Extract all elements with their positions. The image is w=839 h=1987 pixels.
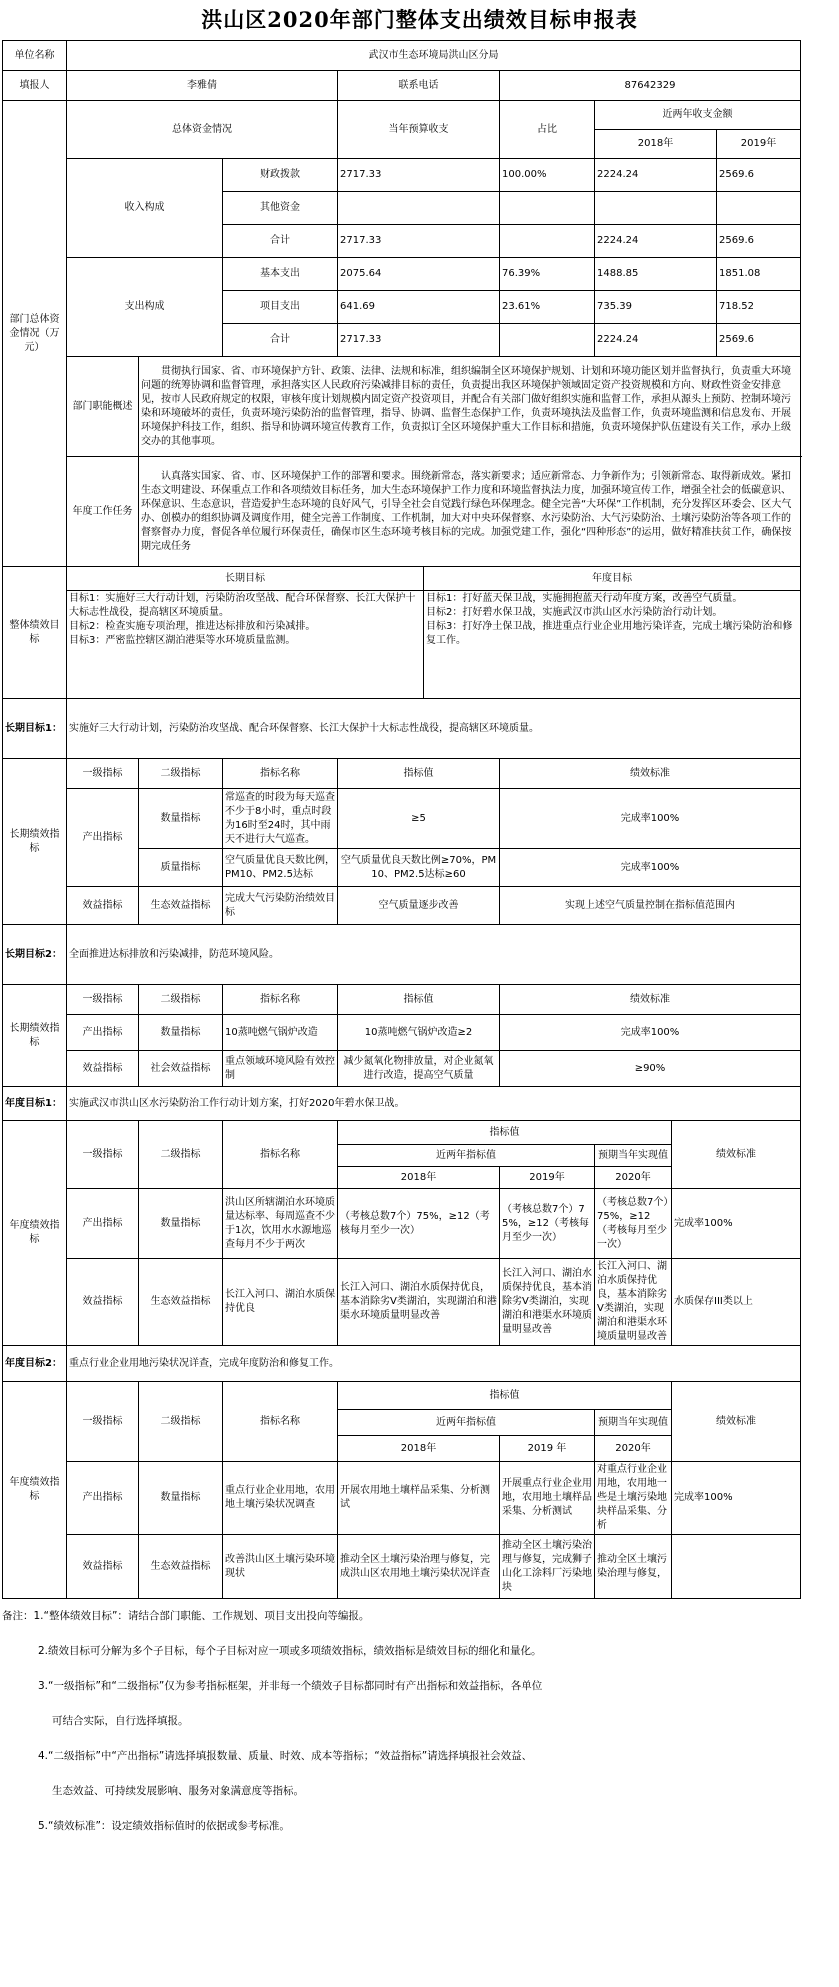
expense-row-2019: 2569.6 [717,324,801,357]
lt2-header-l1: 一级指标 [67,985,139,1015]
lt1-header-std: 绩效标准 [500,759,801,789]
yt1-row-l1: 产出指标 [67,1189,139,1259]
lt1-header-l1: 一级指标 [67,759,139,789]
yt2-row-2018: 推动全区土壤污染治理与修复，完成洪山区农用地土壤污染状况详查 [338,1535,500,1599]
lt2-label: 长期目标2： [3,925,67,985]
annual-task-label: 年度工作任务 [67,457,139,567]
yt1-header-expected: 预期当年实现值 [595,1145,672,1167]
income-row-2018: 2224.24 [595,225,717,258]
long-goal-text: 目标1：实施好三大行动计划，污染防治攻坚战、配合环保督察、长江大保护十大标志性战役，提高辖区环境质量。 目标2：检查实施专项治理，推进达标排放和污染减排。 目标3：严密监控辖区湖泊港渠等水环境质量监测。 [67,591,424,699]
yt2-label: 年度目标2： [3,1346,67,1382]
funds-header-overall: 总体资金情况 [67,101,338,159]
note-line: 5.“绩效标准”：设定绩效指标值时的依据或参考标准。 [38,1820,290,1832]
lt2-row-value: 减少氮氧化物排放量，对企业氮氧进行改造，提高空气质量 [338,1051,500,1087]
expense-row-name: 合计 [223,324,338,357]
phone-value: 87642329 [500,71,801,101]
lt1-row-l2: 质量指标 [139,849,223,887]
yt1-label: 年度目标1： [3,1087,67,1121]
note-line: 2.绩效目标可分解为多个子目标，每个子目标对应一项或多项绩效指标，绩效指标是绩效目标的细化和量化。 [38,1645,542,1657]
note-line: 可结合实际，自行选择填报。 [52,1715,189,1727]
lt2-row-std: 完成率100% [500,1015,801,1051]
lt2-row-l2: 数量指标 [139,1015,223,1051]
yt2-row-std: 完成率100% [672,1462,801,1535]
yt1-row-name: 洪山区所辖湖泊水环境质量达标率、每周巡查不少于1次，饮用水水源地巡查每月不少于两次 [223,1189,338,1259]
expense-label: 支出构成 [67,258,223,357]
yt1-row-name: 长江入河口、湖泊水质保持优良 [223,1259,338,1346]
yt1-header-l1: 一级指标 [67,1121,139,1189]
yt2-row-l2: 生态效益指标 [139,1535,223,1599]
income-row-2019: 2569.6 [717,225,801,258]
year-goal-text: 目标1：打好蓝天保卫战，实施拥抱蓝天行动年度方案，改善空气质量。 目标2：打好碧水保卫战，实施武汉市洪山区水污染防治行动计划。 目标3：打好净土保卫战，推进重点行业企业用地污染详查，完成土壤污染防治和修复工作。 [424,591,801,699]
lt1-row-name: 完成大气污染防治绩效目标 [223,887,338,925]
unit-label: 单位名称 [3,41,67,71]
yt1-row-std: 完成率100% [672,1189,801,1259]
yt2-row-2019: 推动全区土壤污染治理与修复，完成狮子山化工涂料厂污染地块 [500,1535,595,1599]
expense-row-budget: 641.69 [338,291,500,324]
lt2-row-l2: 社会效益指标 [139,1051,223,1087]
yt1-row-2018: 长江入河口、湖泊水质保持优良，基本消除劣V类湖泊，实现湖泊和港渠水环境质量明显改善 [338,1259,500,1346]
form-title: 洪山区2020年部门整体支出绩效目标申报表 [201,7,638,32]
income-row-budget: 2717.33 [338,159,500,192]
yt1-row-std: 水质保存III类以上 [672,1259,801,1346]
yt2-row-std [672,1535,801,1599]
lt1-row-name: 常巡查的时段为每天巡查不少于8小时，重点时段为16时至24时，其中雨天不进行大气巡查。 [223,789,338,849]
note-line: 备注：1.“整体绩效目标”：请结合部门职能、工作规划、项目支出投向等编报。 [2,1610,370,1622]
yt1-row-2018: （考核总数7个）75%，≥12（考核每月至少一次） [338,1189,500,1259]
lt2-row-name: 重点领域环境风险有效控制 [223,1051,338,1087]
yt2-header-l1: 一级指标 [67,1382,139,1462]
lt1-row-name: 空气质量优良天数比例，PM10、PM2.5达标 [223,849,338,887]
income-row-name: 其他资金 [223,192,338,225]
yt2-header-name: 指标名称 [223,1382,338,1462]
expense-row-name: 项目支出 [223,291,338,324]
yt2-row-l1: 产出指标 [67,1462,139,1535]
income-row-name: 合计 [223,225,338,258]
yt1-header-std: 绩效标准 [672,1121,801,1189]
income-row-ratio [500,192,595,225]
lt2-section-label: 长期绩效指标 [3,985,67,1087]
income-row-budget: 2717.33 [338,225,500,258]
yt2-row-l1: 效益指标 [67,1535,139,1599]
income-row-ratio [500,225,595,258]
lt1-row-l2: 数量指标 [139,789,223,849]
duty-label: 部门职能概述 [67,357,139,457]
note-line: 3.“一级指标”和“二级指标”仅为参考指标框架，并非每一个绩效子目标都同时有产出指标和效益指标，各单位 [38,1680,543,1692]
lt1-text: 实施好三大行动计划，污染防治攻坚战、配合环保督察、长江大保护十大标志性战役，提高辖区环境质量。 [67,699,801,759]
income-row-2019 [717,192,801,225]
lt2-row-l1: 效益指标 [67,1051,139,1087]
yt2-section-label: 年度绩效指标 [3,1382,67,1599]
lt1-output-label: 产出指标 [67,789,139,887]
expense-row-2018: 1488.85 [595,258,717,291]
note-line: 生态效益、可持续发展影响、服务对象满意度等指标。 [52,1785,304,1797]
main-table [2,40,801,1599]
yt2-header-expected: 预期当年实现值 [595,1410,672,1436]
yt2-text: 重点行业企业用地污染状况详查，完成年度防治和修复工作。 [67,1346,801,1382]
expense-row-name: 基本支出 [223,258,338,291]
yt1-row-l2: 生态效益指标 [139,1259,223,1346]
yt1-row-l1: 效益指标 [67,1259,139,1346]
yt1-row-2019: 长江入河口、湖泊水质保持优良，基本消除劣V类湖泊，实现湖泊和港渠水环境质量明显改善 [500,1259,595,1346]
funds-header-budget: 当年预算收支 [338,101,500,159]
yt1-header-value: 指标值 [338,1121,672,1145]
filler-name: 李雅倩 [67,71,338,101]
income-row-ratio: 100.00% [500,159,595,192]
yt2-row-name: 改善洪山区土壤污染环境现状 [223,1535,338,1599]
filler-label: 填报人 [3,71,67,101]
income-row-2019: 2569.6 [717,159,801,192]
overall-goal-label: 整体绩效目标 [3,567,67,699]
expense-row-2019: 1851.08 [717,258,801,291]
lt2-row-name: 10蒸吨燃气锅炉改造 [223,1015,338,1051]
yt1-text: 实施武汉市洪山区水污染防治工作行动计划方案，打好2020年碧水保卫战。 [67,1087,801,1121]
lt2-header-l2: 二级指标 [139,985,223,1015]
lt1-header-name: 指标名称 [223,759,338,789]
duty-text: 贯彻执行国家、省、市环境保护方针、政策、法律、法规和标准，组织编制全区环境保护规划、计划和环境功能区划并监督执行，负责重大环境问题的统筹协调和监督管理，承担落实区人民政府污染减排目标的责任，负责提出我区环境保护领域固定资产投资规模和方向、财政性资金安排意见，按市人民政府规定的权限，审核年度计划规模内固定资产投资项目，并配合有关部门做好组织实施和监督工作，承担从源头上预防、控制环境污染和环境破坏的责任，负责环境污染防治的监督管理，指导、协调、监督生态保护工作，负责环境执法及监督工作，负责环境监测和信息发布、开展环境保护科技工作，组织、指导和协调环境宣传教育工作，负责拟订全区环境保护重大工作目标和措施，负责环境保护队伍建设有关工作，承办上级交办的其他事项。 [139,357,801,457]
income-row-name: 财政拨款 [223,159,338,192]
expense-row-budget: 2075.64 [338,258,500,291]
expense-row-ratio: 23.61% [500,291,595,324]
yt1-section-label: 年度绩效指标 [3,1121,67,1346]
yt1-header-2019: 2019年 [500,1167,595,1189]
lt1-row-l2: 生态效益指标 [139,887,223,925]
yt1-header-name: 指标名称 [223,1121,338,1189]
yt1-row-2019: （考核总数7个）75%，≥12（考核每月至少一次） [500,1189,595,1259]
lt1-row-value: ≥5 [338,789,500,849]
lt2-row-value: 10蒸吨燃气锅炉改造≥2 [338,1015,500,1051]
yt2-header-recent: 近两年指标值 [338,1410,595,1436]
yt2-header-2020: 2020年 [595,1436,672,1462]
unit-value: 武汉市生态环境局洪山区分局 [67,41,801,71]
lt2-text: 全面推进达标排放和污染减排，防范环境风险。 [67,925,801,985]
yt2-row-2018: 开展农用地土壤样品采集、分析测试 [338,1462,500,1535]
yt1-row-l2: 数量指标 [139,1189,223,1259]
notes [2,1599,800,1844]
yt2-row-l2: 数量指标 [139,1462,223,1535]
lt1-section-label: 长期绩效指标 [3,759,67,925]
yt1-row-2020: 长江入河口、湖泊水质保持优良，基本消除劣V类湖泊，实现湖泊和港渠水环境质量明显改善 [595,1259,672,1346]
lt2-header-value: 指标值 [338,985,500,1015]
note-line: 4.“二级指标”中“产出指标”请选择填报数量、质量、时效、成本等指标；“效益指标”请选择填报社会效益、 [38,1750,533,1762]
yt2-header-value: 指标值 [338,1382,672,1410]
lt2-header-name: 指标名称 [223,985,338,1015]
expense-row-2019: 718.52 [717,291,801,324]
yt1-header-recent: 近两年指标值 [338,1145,595,1167]
yt2-row-2020: 对重点行业企业用地，农用地一些是土壤污染地块样品采集、分析 [595,1462,672,1535]
expense-row-ratio [500,324,595,357]
lt1-header-l2: 二级指标 [139,759,223,789]
lt1-header-value: 指标值 [338,759,500,789]
expense-row-budget: 2717.33 [338,324,500,357]
annual-task-text: 认真落实国家、省、市、区环境保护工作的部署和要求。围绕新常态，落实新要求；适应新常态、力争新作为；引领新常态、取得新成效。紧扣生态文明建设、环保重点工作和各项绩效目标任务，加大生态环境保护工作力度和环境监督执法力度，加强环境宣传工作，增强全社会的低碳意识、环保意识、生态意识，营造爱护生态环境的良好风气，引导全社会自觉践行绿色环保理念。健全完善“大环保”工作机制，充分发挥区环委会、区大气办、创模办的组织协调及调度作用，健全完善工作制度、工作机制，加大对中央环保督察、水污染防治、大气污染防治、土壤污染防治等各项工作的督察督办力度，督促各单位履行环保责任，确保市区生态环境考核目标的完成。加强党建工作，强化“四种形态”的运用，做好精准扶贫工作，确保按期完成任务 [139,457,801,567]
yt2-header-2018: 2018年 [338,1436,500,1462]
yt2-row-2020: 推动全区土壤污染治理与修复， [595,1535,672,1599]
funds-header-ratio: 占比 [500,101,595,159]
income-label: 收入构成 [67,159,223,258]
lt1-label: 长期目标1： [3,699,67,759]
yt2-row-name: 重点行业企业用地，农用地土壤污染状况调查 [223,1462,338,1535]
expense-row-ratio: 76.39% [500,258,595,291]
lt2-row-std: ≥90% [500,1051,801,1087]
funds-section-label: 部门总体资金情况（万元） [3,101,67,567]
yt2-header-std: 绩效标准 [672,1382,801,1462]
lt1-benefit-label: 效益指标 [67,887,139,925]
lt1-row-std: 完成率100% [500,789,801,849]
income-row-budget [338,192,500,225]
lt1-row-value: 空气质量逐步改善 [338,887,500,925]
year-goal-header: 年度目标 [424,567,801,591]
lt1-row-value: 空气质量优良天数比例≥70%，PM10、PM2.5达标≥60 [338,849,500,887]
lt1-row-std: 实现上述空气质量控制在指标值范围内 [500,887,801,925]
yt1-header-l2: 二级指标 [139,1121,223,1189]
funds-header-2019: 2019年 [717,130,801,159]
yt1-row-2020: （考核总数7个）75%，≥12（考核每月至少一次） [595,1189,672,1259]
long-goal-header: 长期目标 [67,567,424,591]
yt2-header-l2: 二级指标 [139,1382,223,1462]
lt1-row-std: 完成率100% [500,849,801,887]
expense-row-2018: 2224.24 [595,324,717,357]
yt1-header-2018: 2018年 [338,1167,500,1189]
funds-header-recent: 近两年收支金额 [595,101,801,130]
expense-row-2018: 735.39 [595,291,717,324]
yt2-row-2019: 开展重点行业企业用地，农用地土壤样品采集、分析测试 [500,1462,595,1535]
yt1-header-2020: 2020年 [595,1167,672,1189]
lt2-header-std: 绩效标准 [500,985,801,1015]
lt2-row-l1: 产出指标 [67,1015,139,1051]
income-row-2018: 2224.24 [595,159,717,192]
funds-header-2018: 2018年 [595,130,717,159]
yt2-header-2019: 2019 年 [500,1436,595,1462]
phone-label: 联系电话 [338,71,500,101]
income-row-2018 [595,192,717,225]
